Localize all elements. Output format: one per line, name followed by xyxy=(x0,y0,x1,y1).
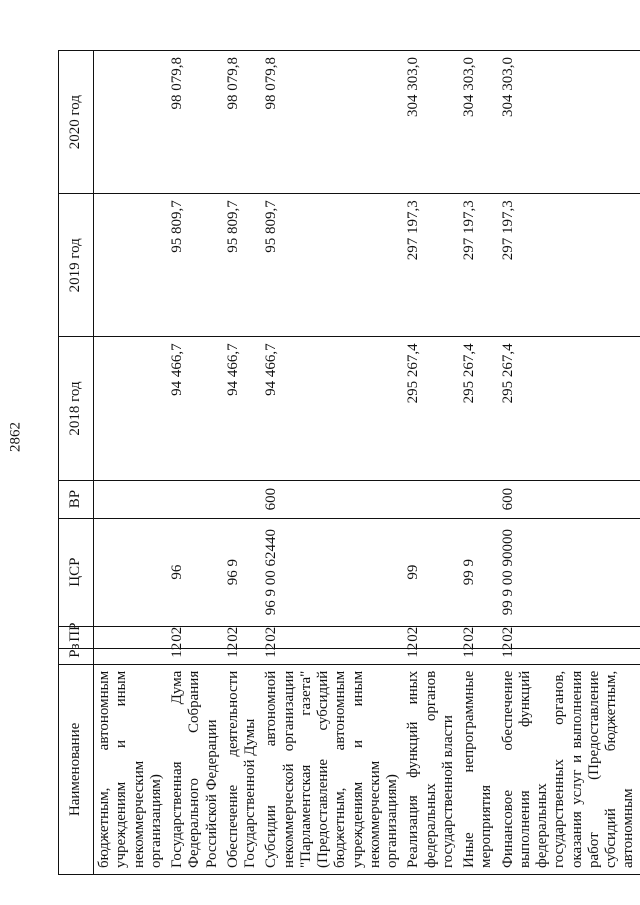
row-name: Финансовое обеспечение выполнения функций федеральных государственных органов, оказания услуг и выполнения работ (Предоставление субсидий бюджетным, автономным xyxy=(498,664,640,874)
row-2018: 94 466,7 xyxy=(223,337,262,480)
row-rz: 12 xyxy=(223,648,262,664)
row-csr: 99 9 00 90000 xyxy=(498,518,640,626)
row-vr xyxy=(459,480,498,518)
row-2019: 297 197,3 xyxy=(498,194,640,337)
row-rz: 12 xyxy=(261,648,403,664)
row-2018: 94 466,7 xyxy=(167,337,223,480)
row-2019: 297 197,3 xyxy=(459,194,498,337)
row-2020: 304 303,0 xyxy=(403,51,459,194)
row-2020: 98 079,8 xyxy=(261,51,403,194)
header-2020: 2020 год xyxy=(59,51,94,194)
header-name: Наименование xyxy=(59,664,94,874)
row-vr xyxy=(403,480,459,518)
header-vr: ВР xyxy=(59,480,94,518)
row-name: Субсидии автономной некоммерческой организации "Парламентская газета" (Предоставление субсидий бюджетным, автономным учреждениям и иным некоммерческим организациям) xyxy=(261,664,403,874)
header-2018: 2018 год xyxy=(59,337,94,480)
row-pr: 02 xyxy=(459,626,498,648)
table-row xyxy=(167,51,223,875)
row-csr: 96 9 00 62440 xyxy=(261,518,403,626)
row-2018: 94 466,7 xyxy=(261,337,403,480)
row-2018: 295 267,4 xyxy=(403,337,459,480)
row-csr: 99 xyxy=(403,518,459,626)
table-row xyxy=(261,51,403,875)
table-row xyxy=(223,51,262,875)
row-rz: 12 xyxy=(167,648,223,664)
header-rz: Рз xyxy=(59,648,94,664)
row-rz: 12 xyxy=(459,648,498,664)
row-pr: 02 xyxy=(403,626,459,648)
row-pr: 02 xyxy=(261,626,403,648)
row-rz: 12 xyxy=(403,648,459,664)
row-pr: 02 xyxy=(167,626,223,648)
row-vr xyxy=(167,480,223,518)
row-rz xyxy=(94,648,168,664)
row-pr: 02 xyxy=(223,626,262,648)
header-pr: ПР xyxy=(59,626,94,648)
row-pr: 02 xyxy=(498,626,640,648)
row-name: Государственная Дума Федерального Собрания Российской Федерации xyxy=(167,664,223,874)
row-2020: 98 079,8 xyxy=(223,51,262,194)
row-2019: 95 809,7 xyxy=(223,194,262,337)
row-2018: 295 267,4 xyxy=(459,337,498,480)
row-name: Реализация функций иных федеральных органов государственной власти xyxy=(403,664,459,874)
row-name: бюджетным, автономным учреждениям и иным некоммерческим организациям) xyxy=(94,664,168,874)
row-vr: 600 xyxy=(261,480,403,518)
row-2019: 95 809,7 xyxy=(261,194,403,337)
row-2018: 295 267,4 xyxy=(498,337,640,480)
row-csr: 96 xyxy=(167,518,223,626)
row-2018 xyxy=(94,337,168,480)
row-2020: 304 303,0 xyxy=(498,51,640,194)
header-csr: ЦСР xyxy=(59,518,94,626)
row-2020 xyxy=(94,51,168,194)
row-2019 xyxy=(94,194,168,337)
page-number: 2862 xyxy=(7,422,24,452)
header-2019: 2019 год xyxy=(59,194,94,337)
row-csr xyxy=(94,518,168,626)
row-pr xyxy=(94,626,168,648)
table-row xyxy=(403,51,459,875)
row-csr: 99 9 xyxy=(459,518,498,626)
row-vr: 600 xyxy=(498,480,640,518)
row-vr xyxy=(223,480,262,518)
budget-allocation-table xyxy=(58,50,640,875)
row-rz: 12 xyxy=(498,648,640,664)
row-2020: 98 079,8 xyxy=(167,51,223,194)
table-row xyxy=(94,51,168,875)
row-2019: 95 809,7 xyxy=(167,194,223,337)
row-csr: 96 9 xyxy=(223,518,262,626)
table-row xyxy=(459,51,498,875)
row-2019: 297 197,3 xyxy=(403,194,459,337)
rotated-page-content xyxy=(58,50,637,875)
row-name: Иные непрограммные мероприятия xyxy=(459,664,498,874)
row-vr xyxy=(94,480,168,518)
table-header-row xyxy=(59,51,94,875)
row-2020: 304 303,0 xyxy=(459,51,498,194)
table-row xyxy=(498,51,640,875)
row-name: Обеспечение деятельности Государственной Думы xyxy=(223,664,262,874)
